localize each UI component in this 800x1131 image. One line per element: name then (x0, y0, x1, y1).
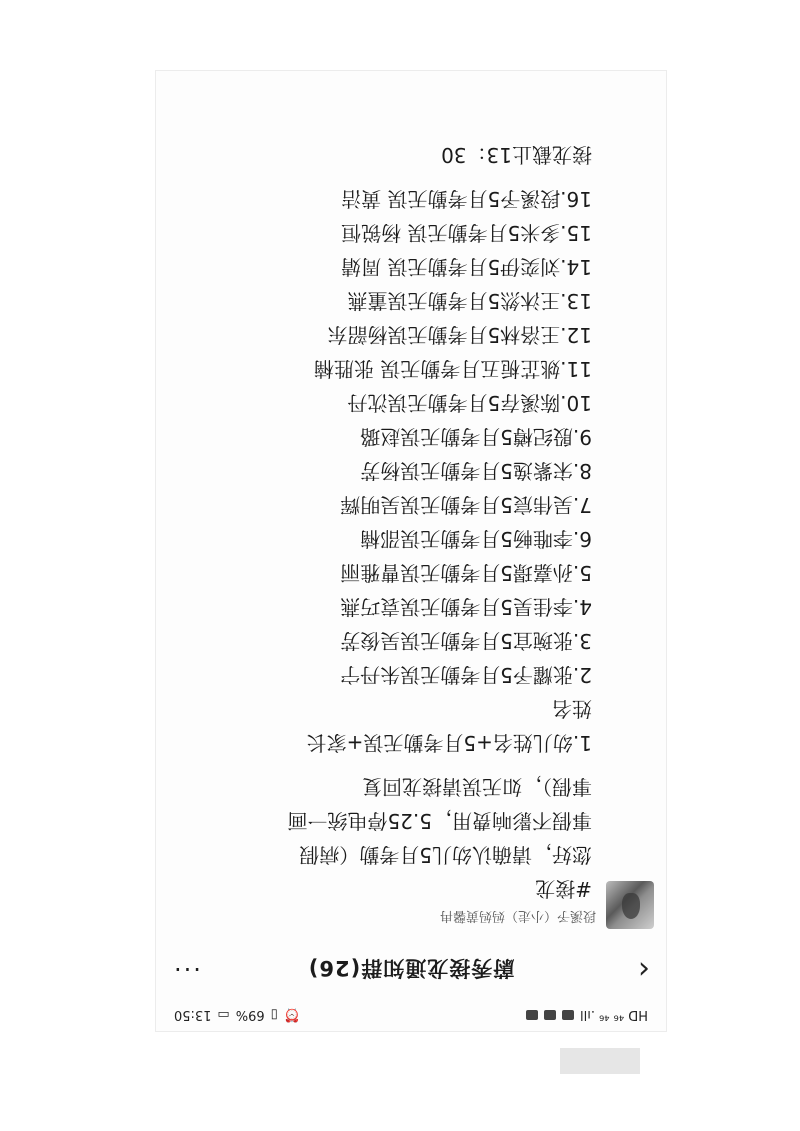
list-item: 12.王洛林5月考勤无误杨韶东 (327, 323, 592, 347)
hashtag-line: #接龙 (535, 877, 592, 901)
list-item: 5.孙嘉璟5月考勤无误曹雅丽 (340, 561, 592, 585)
list-item: 10.陈溪存5月考勤无误沈丹 (347, 391, 592, 415)
network-signal-icon: HD ⁴⁶ ⁴⁶ .ıll (580, 1007, 648, 1023)
deadline-line: 接龙截止13：30 (441, 143, 592, 167)
status-right (174, 1008, 300, 1023)
spacer (170, 172, 592, 182)
list-item: 6.李唯畅5月考勤无误邵楠 (360, 527, 592, 551)
battery-icon: ▭ (217, 1007, 230, 1023)
list-item: 4.李佳昊5月考勤无误袁巧燕 (340, 595, 592, 619)
notification-icon (562, 1010, 574, 1020)
chat-header (156, 939, 666, 999)
list-item: 3.张琬宜5月考勤无误吴俊芳 (340, 629, 592, 653)
alarm-icon: ⏰ (283, 1007, 301, 1023)
list-item: 1.幼儿姓名+5月考勤无误+家长 (306, 731, 592, 755)
phone-screenshot (155, 70, 667, 1032)
list-item: 11.姚芷栀五月考勤无误 张胜楠 (313, 357, 592, 381)
status-time: 13:50 (174, 1007, 212, 1023)
chat-message (164, 138, 654, 929)
message-bubble[interactable] (164, 138, 598, 906)
list-item-continuation: 姓名 (552, 697, 592, 721)
scan-smudge (560, 1048, 640, 1074)
list-item: 2.张耀予5月考勤无误朱丹宁 (340, 663, 592, 687)
list-item: 14.刘奕伊5月考勤无误 周婧 (341, 255, 592, 279)
battery-level: 69% (235, 1007, 265, 1023)
notification-icon (544, 1010, 556, 1020)
sender-name: 段溪予（小走）妈妈黄馨冉 (439, 908, 596, 923)
intro-line: 事假），如无误请接龙回复 (362, 775, 592, 799)
avatar[interactable] (606, 881, 654, 929)
vibrate-icon: ▯ (270, 1007, 278, 1023)
status-left (526, 1008, 648, 1023)
intro-line: 您好，请确认幼儿5月考勤（病假 (299, 843, 592, 867)
chevron-left-icon[interactable]: ‹ (638, 952, 650, 987)
list-item: 16.段溪予5月考勤无误 黄洁 (341, 187, 592, 211)
list-item: 9.殷纪樽5月考勤无误赵璐 (360, 425, 592, 449)
list-item: 8.宋紫逸5月考勤无误杨芳 (360, 459, 592, 483)
chat-title: 蔚秀接龙通知群(26) (307, 956, 515, 980)
message-content (164, 138, 598, 929)
list-item: 13.王沐然5月考勤无误董燕 (347, 289, 592, 313)
intro-line: 事假不影响费用，5.25停电统一画 (287, 809, 592, 833)
status-bar (156, 999, 666, 1031)
spacer (170, 760, 592, 770)
list-item: 15.多米5月考勤无误 杨锐恒 (341, 221, 592, 245)
more-dots-icon[interactable]: ··· (172, 955, 201, 983)
list-item: 7.吴伟宸5月考勤无误吴明辉 (340, 493, 592, 517)
notification-icon (526, 1010, 538, 1020)
